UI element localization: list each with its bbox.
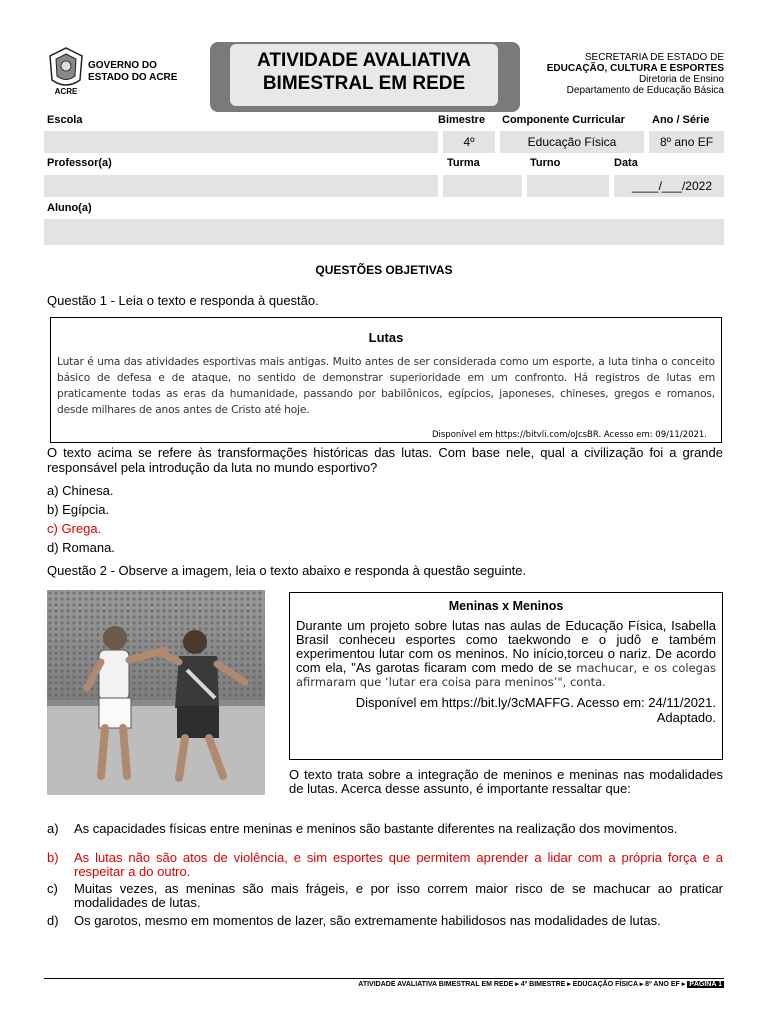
page-header [44,42,724,112]
componente-field[interactable]: Educação Física [500,131,644,153]
turno-label: Turno [530,157,561,169]
q1-option-b[interactable]: b) Egípcia. [47,502,110,517]
page-footer [358,980,724,988]
title-frame [210,42,520,112]
q2-text-box [289,592,723,760]
professor-field[interactable] [44,175,438,197]
aluno-label: Aluno(a) [47,202,92,214]
q2-box-title: Meninas x Meninos [448,599,564,613]
q2-option-b-text: As lutas não são atos de violência, e sim esportes que permitem aprender a lidar com a própria força e a respeitar a do outro. [74,850,723,879]
q1-option-a[interactable]: a) Chinesa. [47,483,114,498]
q1-option-d[interactable]: d) Romana. [47,540,115,555]
fighting-kids-photo [47,590,265,795]
sec-line-4: Departamento de Educação Básica [566,85,724,96]
q2-box-text-1: Durante um projeto sobre lutas nas aulas de Educação Física, Isabella Brasil conheceu esportes como taekwondo e o judô e também experimentou lutar com os meninos. No início,torceu o nariz. De acordo com ela, "As garotas ficaram com medo de se [296,618,716,675]
escola-field[interactable] [44,131,438,153]
q2-box-source: Disponível em https://bit.ly/3cMAFFG. Acesso em: 24/11/2021. Adaptado. [355,695,716,725]
q1-prompt: Questão 1 - Leia o texto e responda à questão. [47,293,319,308]
seal-label: ACRE [54,87,78,96]
sec-line-1: SECRETARIA DE ESTADO DE [584,52,724,63]
componente-label: Componente Curricular [502,114,625,126]
q1-box-text: Lutar é uma das atividades esportivas mais antigas. Muito antes de ser considerada como um esporte, a luta tinha o conceito básico de defesa e de ataque, no sentido de demonstrar superioridade em um confronto. Há registros de lutas em praticamente todas as eras da humanidade, passando por babilônicos, egípcios, japoneses, chineses, gregos e romanos, desde milhares de anos antes de Cristo até hoje. [57,356,715,416]
title-line-2: BIMESTRAL EM REDE [262,73,466,94]
gov-line-2: ESTADO DO ACRE [88,72,178,83]
turma-field[interactable] [443,175,522,197]
ano-field[interactable]: 8º ano EF [649,131,724,153]
bimestre-field[interactable]: 4º [443,131,495,153]
escola-label: Escola [47,114,83,126]
secretariat-info [547,52,724,96]
aluno-field[interactable] [44,219,724,245]
sec-line-2: EDUCAÇÃO, CULTURA E ESPORTES [546,63,724,74]
q1-question: O texto acima se refere às transformações históricas das lutas. Com base nele, qual a civilização foi a grande responsável pela introdução da luta no mundo esportivo? [47,445,723,475]
q2-option-b-key: b) [47,850,59,865]
q1-text-box [50,317,722,443]
data-field[interactable]: ____/___/2022 [614,175,724,197]
turno-field[interactable] [527,175,609,197]
ano-label: Ano / Série [652,114,710,126]
title-line-1: ATIVIDADE AVALIATIVA [257,50,471,71]
q2-option-a[interactable] [47,822,723,836]
q2-option-d[interactable] [47,914,723,928]
turma-label: Turma [447,157,480,169]
q2-option-d-text: Os garotos, mesmo em momentos de lazer, são extremamente habilidosos nas modalidades de lutas. [74,913,661,928]
q2-box-text [296,619,716,689]
q2-option-a-key: a) [47,821,59,836]
page-number: PÁGINA 1 [689,981,722,988]
footer-text: ATIVIDADE AVALIATIVA BIMESTRAL EM REDE ▸ 4º BIMESTRE ▸ EDUCAÇÃO FÍSICA ▸ 8º ANO EF ▸ [358,981,686,988]
q2-question: O texto trata sobre a integração de meninos e meninas nas modalidades de lutas. Acerca desse assunto, é importante ressaltar que: [289,767,723,796]
acre-coat-of-arms [46,46,86,96]
q2-option-c-text: Muitas vezes, as meninas são mais frágeis, e por isso correm maior risco de se machucar ao praticar modalidades de lutas. [74,881,723,910]
data-label: Data [614,157,638,169]
q2-option-d-key: d) [47,913,59,928]
sec-line-3: Diretoria de Ensino [638,74,724,85]
q1-box-source: Disponível em https://bitvli.com/oJcsBR. Acesso em: 09/11/2021. [432,430,707,440]
section-title: QUESTÕES OBJETIVAS [315,263,453,277]
gov-line-1: GOVERNO DO [88,60,157,71]
q2-option-c[interactable] [47,882,723,910]
bimestre-label: Bimestre [438,114,486,126]
q2-option-b[interactable] [47,851,723,879]
q2-option-c-key: c) [47,881,58,896]
q2-prompt: Questão 2 - Observe a imagem, leia o texto abaixo e responda à questão seguinte. [47,563,527,578]
q1-option-c[interactable]: c) Grega. [47,521,102,536]
footer-divider [44,978,724,979]
document-title [230,44,498,106]
government-name [88,60,177,84]
q2-option-a-text: As capacidades físicas entre meninas e meninos são bastante diferentes na realização dos movimentos. [74,821,678,836]
q1-box-title: Lutas [368,330,404,345]
q2-box-text-2: machucar, e os colegas afirmaram que ‘lutar era coisa para meninos’", conta. [296,661,716,689]
professor-label: Professor(a) [47,157,112,169]
